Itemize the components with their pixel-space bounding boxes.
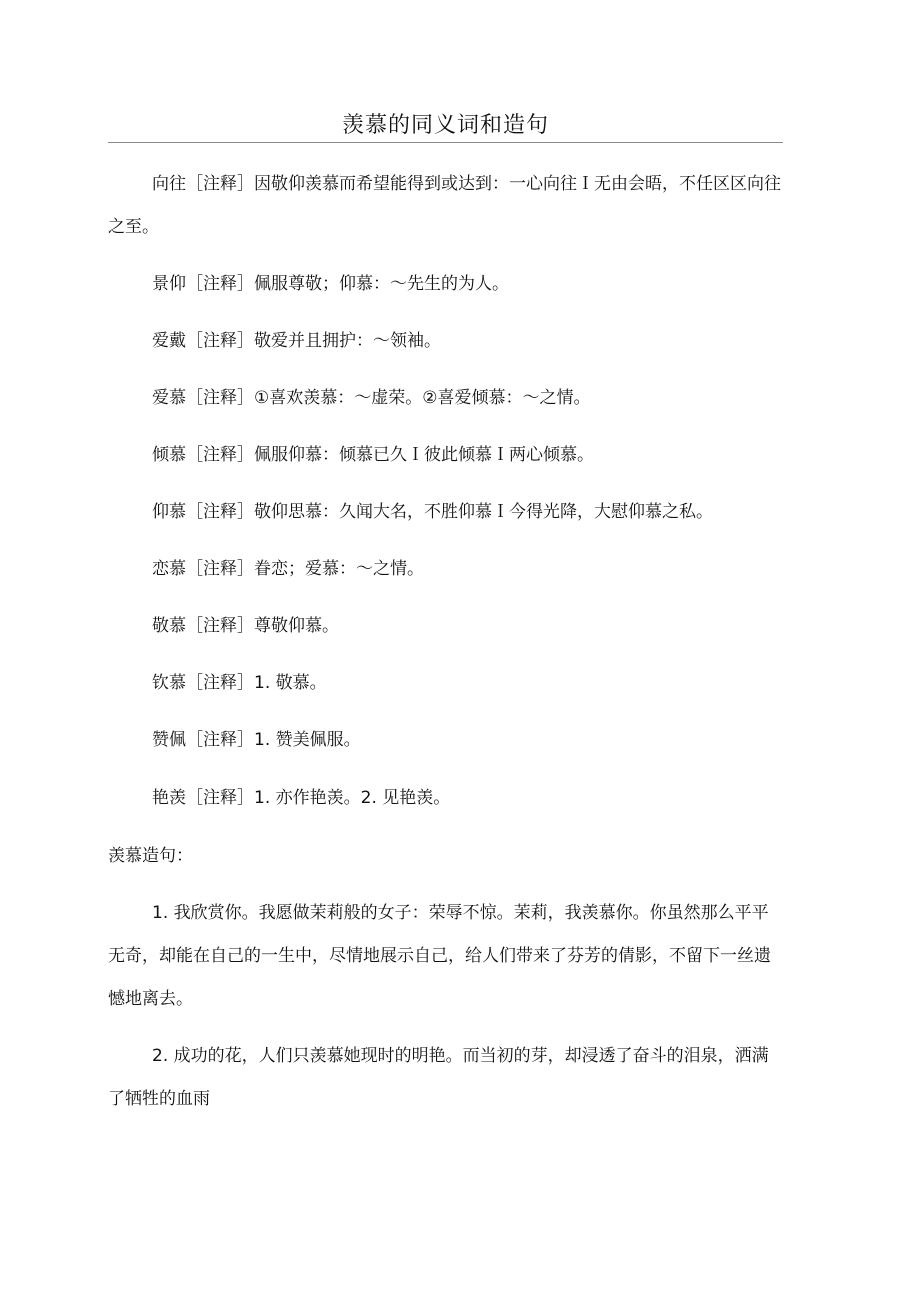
entry-jingyang: 景仰［注释］佩服尊敬；仰慕：～先生的为人。 — [152, 274, 509, 294]
entry-yangmu: 仰慕［注释］敬仰思慕：久闻大名，不胜仰慕Ｉ今得光降，大慰仰慕之私。 — [152, 502, 713, 522]
document-title: 羡慕的同义词和造句 — [341, 113, 549, 138]
sentence-1: 1. 我欣赏你。我愿做茉莉般的女子：荣辱不惊。茉莉，我羡慕你。你虽然那么平平无奇，却能在自己的一生中，尽情地展示自己，给人们带来了芬芳的倩影，不留下一丝遗憾地离去。 — [108, 903, 771, 1009]
sentence-2: 2. 成功的花，人们只羡慕她现时的明艳。而当初的芽，却浸透了奋斗的泪泉，洒满了牺牲的血雨 — [108, 1046, 769, 1109]
entry-aimu: 爱慕［注释］①喜欢羡慕：～虚荣。②喜爱倾慕：～之情。 — [152, 388, 591, 408]
sentences-heading: 羡慕造句： — [108, 846, 193, 866]
entry-yanxian: 艳羡［注释］1. 亦作艳羡。2. 见艳羡。 — [152, 788, 451, 808]
entry-lianmu: 恋慕［注释］眷恋；爱慕：～之情。 — [152, 559, 424, 579]
title-underline — [108, 142, 783, 143]
entry-qinmu: 钦慕［注释］1. 敬慕。 — [152, 673, 327, 693]
entry-zanpei: 赞佩［注释］1. 赞美佩服。 — [152, 730, 361, 750]
entry-qingmu: 倾慕［注释］佩服仰慕：倾慕已久Ｉ彼此倾慕Ｉ两心倾慕。 — [152, 445, 594, 465]
entry-aidai: 爱戴［注释］敬爱并且拥护：～领袖。 — [152, 331, 441, 351]
entry-xiangwang: 向往［注释］因敬仰羡慕而希望能得到或达到：一心向往Ｉ无由会晤，不任区区向往之至。 — [108, 174, 781, 237]
entry-jingmu: 敬慕［注释］尊敬仰慕。 — [152, 616, 339, 636]
